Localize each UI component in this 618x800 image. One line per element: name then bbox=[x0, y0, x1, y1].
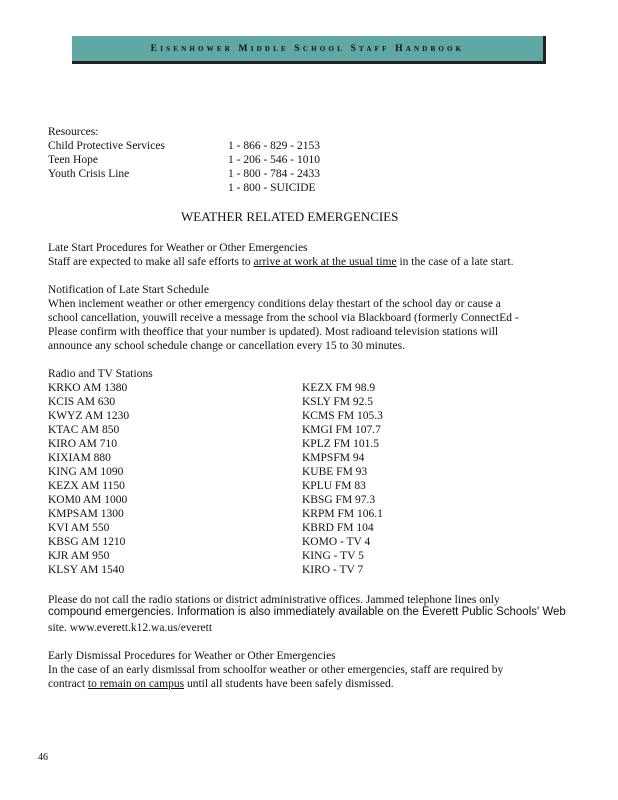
station-item: KTAC AM 850 bbox=[48, 424, 120, 436]
station-item: KCIS AM 630 bbox=[48, 396, 116, 408]
early-dismissal-underlined: to remain on campus bbox=[87, 678, 185, 690]
page-number: 46 bbox=[38, 752, 48, 763]
station-item: KBRD FM 104 bbox=[302, 522, 374, 534]
resource-name: Teen Hope bbox=[48, 154, 98, 166]
station-item: KBSG FM 97.3 bbox=[302, 494, 376, 506]
early-dismissal-line-2 bbox=[48, 677, 394, 691]
station-item: KRPM FM 106.1 bbox=[302, 508, 383, 520]
radio-stations-left bbox=[48, 381, 129, 577]
late-start-heading: Late Start Procedures for Weather or Other Emergencies bbox=[48, 242, 308, 254]
resource-phone: 1 - 866 - 829 - 2153 bbox=[228, 140, 320, 152]
radio-stations-right bbox=[302, 381, 383, 577]
station-item: KING AM 1090 bbox=[48, 466, 124, 478]
resources-label: Resources: bbox=[48, 126, 99, 138]
notification-line: school cancellation, youwill receive a message from the school via Blackboard (formerly ConnectEd - bbox=[48, 312, 519, 324]
notification-line: announce any school schedule change or cancellation every 15 to 30 minutes. bbox=[48, 340, 406, 352]
station-item: KBSG AM 1210 bbox=[48, 536, 126, 548]
early-dismissal-line-1: In the case of an early dismissal from schoolfor weather or other emergencies, staff are required by bbox=[48, 664, 504, 676]
notification-heading: Notification of Late Start Schedule bbox=[48, 284, 209, 296]
late-start-text-before: Staff are expected to make all safe efforts to bbox=[48, 256, 254, 268]
resource-phone: 1 - 800 - 784 - 2433 bbox=[228, 168, 320, 180]
station-item: KING - TV 5 bbox=[302, 550, 364, 562]
early-dismissal-before: contract bbox=[48, 678, 88, 690]
station-item: KCMS FM 105.3 bbox=[302, 410, 383, 422]
resource-phone: 1 - 206 - 546 - 1010 bbox=[228, 154, 320, 166]
resource-name: Child Protective Services bbox=[48, 140, 165, 152]
late-start-text bbox=[48, 255, 513, 269]
station-item: KMPSAM 1300 bbox=[48, 508, 124, 520]
late-start-text-after: in the case of a late start. bbox=[396, 256, 514, 268]
station-item: KEZX AM 1150 bbox=[48, 480, 125, 492]
section-title: WEATHER RELATED EMERGENCIES bbox=[181, 209, 399, 224]
radio-heading: Radio and TV Stations bbox=[48, 368, 153, 380]
station-item: KEZX FM 98.9 bbox=[302, 382, 376, 394]
station-item: KLSY AM 1540 bbox=[48, 564, 125, 576]
notification-line: When inclement weather or other emergency conditions delay thestart of the school day or cause a bbox=[48, 298, 501, 310]
station-item: KSLY FM 92.5 bbox=[302, 396, 373, 408]
station-item: KMPSFM 94 bbox=[302, 452, 365, 464]
station-item: KMGI FM 107.7 bbox=[302, 424, 381, 436]
station-item: KIRO - TV 7 bbox=[302, 564, 364, 576]
station-item: KPLU FM 83 bbox=[302, 480, 366, 492]
station-item: KWYZ AM 1230 bbox=[48, 410, 130, 422]
notice-line-3: site. www.everett.k12.wa.us/everett bbox=[48, 622, 213, 634]
station-item: KVI AM 550 bbox=[48, 522, 110, 534]
station-item: KIRO AM 710 bbox=[48, 438, 118, 450]
notification-line: Please confirm with theoffice that your number is updated). Most radioand television stations will bbox=[48, 326, 499, 338]
late-start-text-underlined: arrive at work at the usual time bbox=[253, 256, 397, 268]
station-item: KIXIAM 880 bbox=[48, 452, 111, 464]
early-dismissal-after: until all students have been safely dismissed. bbox=[184, 678, 394, 690]
notice-line-1: Please do not call the radio stations or district administrative offices. Jammed telephone lines only bbox=[48, 594, 500, 606]
station-item: KUBE FM 93 bbox=[302, 466, 368, 478]
station-item: KPLZ FM 101.5 bbox=[302, 438, 379, 450]
handbook-title: Eisenhower Middle School Staff Handbook bbox=[150, 43, 465, 54]
early-dismissal-heading: Early Dismissal Procedures for Weather or Other Emergencies bbox=[48, 650, 336, 662]
station-item: KRKO AM 1380 bbox=[48, 382, 128, 394]
handbook-header-banner bbox=[72, 36, 546, 64]
station-item: KJR AM 950 bbox=[48, 550, 110, 562]
station-item: KOMO - TV 4 bbox=[302, 536, 371, 548]
station-item: KOM0 AM 1000 bbox=[48, 494, 128, 506]
resource-name: Youth Crisis Line bbox=[48, 168, 130, 180]
resource-phone: 1 - 800 - SUICIDE bbox=[228, 182, 316, 194]
notice-line-2: compound emergencies. Information is also immediately available on the Everett Public Schools' Web bbox=[48, 606, 566, 618]
